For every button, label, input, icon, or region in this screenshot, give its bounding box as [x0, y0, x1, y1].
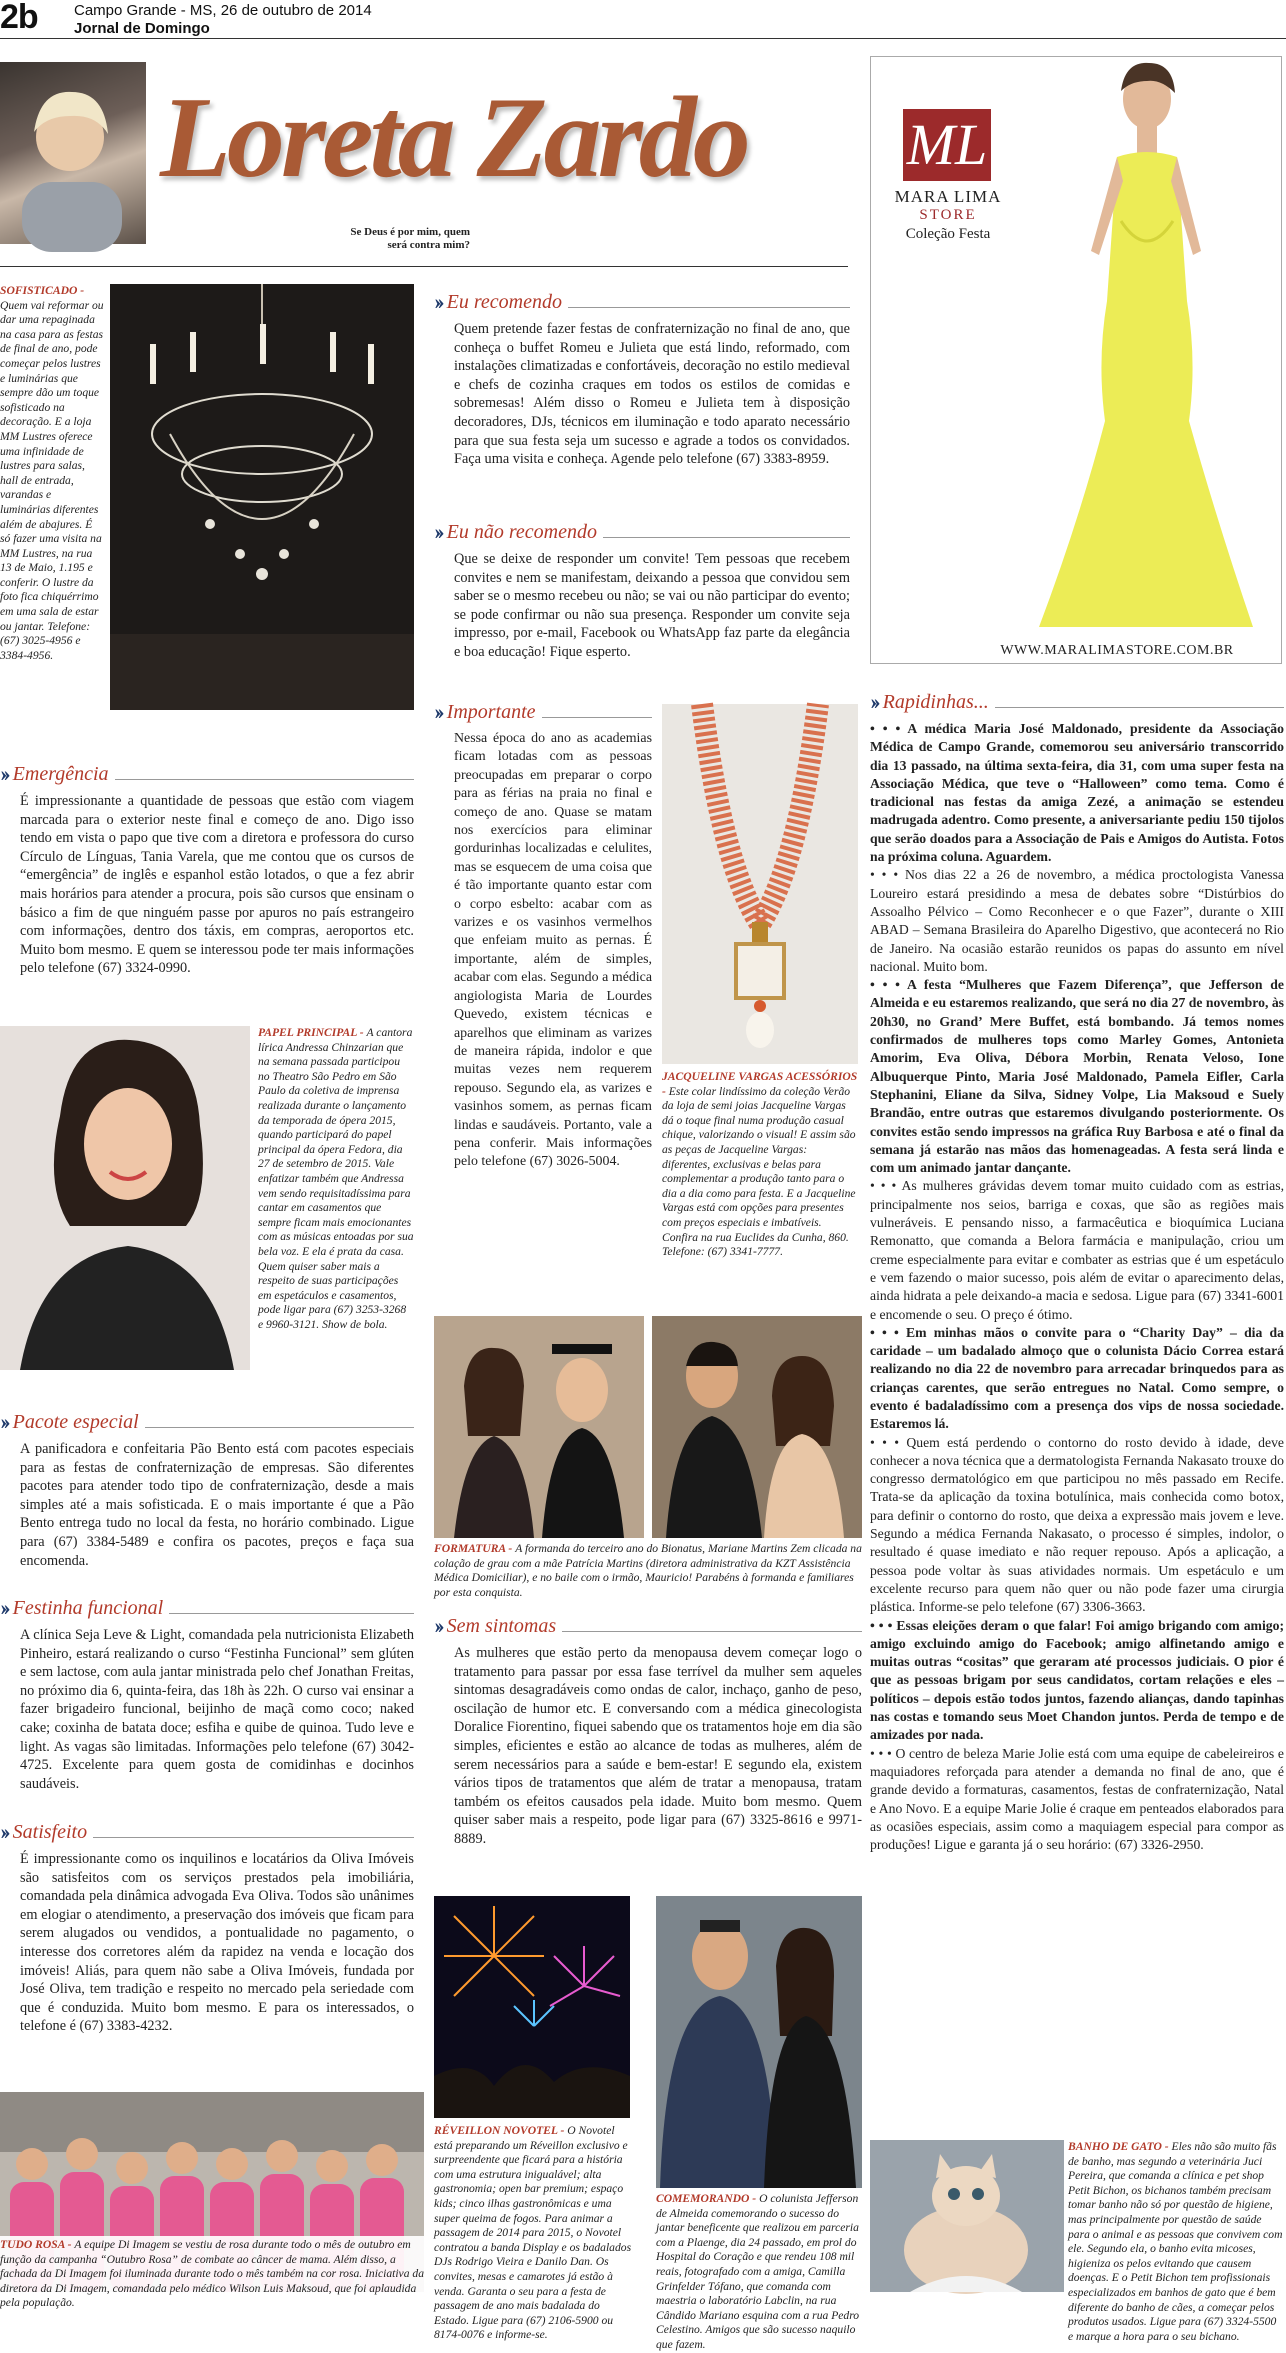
importante-section	[434, 700, 652, 1172]
rapidinhas-body	[870, 720, 1284, 1854]
eu-recomendo-title: ›› Eu recomendo	[434, 290, 850, 314]
columnist-photo	[0, 62, 146, 244]
rapidinhas-item: • • • A festa “Mulheres que Fazem Diferença”, que Jefferson de Almeida e eu estaremos realizando, que será no dia 27 de novembro, às 20h30, no Grand’ Mere Buffet, está bombando. Já temos nomes confirmados de mulheres tops como Marley Gomes, Antonieta Amorim, Eva Oliva, Débora Morbin, Renata Veloso, Ione Albuquerque Pinto, Maria José Maldonado, Pamela Eifler, Carla Stephanini, Eliane da Silva, Sidney Volpe, Lia Maksoud e Suely Brandão, entre outras que estaremos divulgando posteriormente. Os convites estão sendo impressos na gráfica Ruy Barbosa e até o final da semana já estarão nas mãos das homenageadas. A festa será linda e com um animado jantar dançante.	[870, 977, 1284, 1176]
sem-sintomas-text: As mulheres que estão perto da menopausa devem começar logo o tratamento para passar por essa fase terrível da mulher sem aqueles sintomas desagradáveis como ondas de calor, inchaço, ganho de peso, oscilação de humor etc. E conversando com a médica ginecologista Doralice Fiorentino, fiquei sabendo que os tratamentos hoje em dia são simples, eficientes e estão ao alcance de todas as mulheres, além de serem necessários para a saúde e bem-estar! E segundo ela, existem vários tipos de tratamentos que além de tratar a menopausa, tratam também os efeitos causados pela idade. Muito bom mesmo. Quem quiser saber mais a respeito, pode ligar para (67) 3325-8616 e 9971-8889.	[454, 1645, 862, 1847]
column-tagline: Se Deus é por mim, quem será contra mim?	[350, 226, 470, 251]
rapidinhas-item: • • • Em minhas mãos o convite para o “Charity Day” – dia da caridade – um badalado almoço que o colunista Dácio Correa estará realizando no dia 22 de novembro para arrecadar brinquedos para as crianças carentes, que serão entregues no Natal. Como sempre, o evento é badaladíssimo com a presença dos vips de nossa sociedade. Estaremos lá.	[870, 1324, 1284, 1432]
page-number: 2b	[0, 0, 38, 36]
jacqueline-caption: JACQUELINE VARGAS ACESSÓRIOS - Este colar lindíssimo da coleção Verão da loja de semi joias Jacqueline Vargas dá o toque final numa produção casual chique, valorizando o visual! E assim são as peças de Jacqueline Vargas: diferentes, exclusivas e belas para complementar a produção tanto para o dia a dia como para festa. E a Jacqueline Vargas está com opções para presentes com preços especiais e imbatíveis. Confira na rua Euclides da Cunha, 860. Telefone: (67) 3341-7777.	[662, 1070, 858, 1259]
rapidinhas-item: • • • A médica Maria José Maldonado, presidente da Associação Médica de Campo Grande, comemorou seu aniversário transcorrido dia 13 passado, na última sexta-feira, dia 31, com uma super festa na Associação Médica, que teve o “Halloween” como tema. Como é tradicional nas festas da amiga Zezé, a animação se estendeu madrugada adentro. Como presente, a aniversariante pediu 150 tijolos que serão doados para a Associação de Pais e Amigos do Autista. Fotos na próxima coluna. Aguardem.	[870, 721, 1284, 865]
importante-title: ›› Importante	[434, 700, 652, 724]
fireworks-photo	[434, 1896, 630, 2118]
satisfeito-text: É impressionante como os inquilinos e locatários da Oliva Imóveis são satisfeitos com os serviços prestados pela imobiliária, comandada pela dinâmica advogada Eva Oliva. Todos são unânimes em elogiar o atendimento, a preservação dos imóveis que ficam para serem alugados ou vendidos, a pontualidade no pagamento, o interesse dos corretores além da rapidez na venda e locação dos imóveis! Aliás, para quem não sabe a Oliva Imóveis, fundada por José Oliva, tem tradição e respeito no mercado pela seriedade com que é conduzida. Muito bom mesmo. E para os interessados, o telefone é (67) 3383-4232.	[20, 1851, 414, 2035]
ad-brand: MARA LIMA STORE Coleção Festa	[894, 187, 1002, 242]
rapidinhas-item: • • • Nos dias 22 a 26 de novembro, a médica proctologista Vanessa Loureiro estará presidindo a mesa de debates sobre “Distúrbios do Assoalho Pélvico – Como Reconhecer e o que Fazer”, durante o XIII ABAD – Semana Brasileira do Aparelho Digestivo, que acontecerá no Rio de Janeiro. Na ocasião estarão reunidos os papas do assunto em nível nacional. Muito bom.	[870, 867, 1284, 974]
rapidinhas-item: • • • O centro de beleza Marie Jolie está com uma equipe de cabeleireiros e maquiadores reforçada para atender a demanda no final de ano, que é grande devido a formaturas, casamentos, festas de confraternização, Natal e Ano Novo. E a equipe Marie Jolie é craque em penteados elaborados para as ocasiões especiais, assim como a maquiagem especial para compor as produções! Ligue e garanta já o seu horário: (67) 3326-2950.	[870, 1745, 1284, 1853]
rapidinhas-item: • • • Quem está perdendo o contorno do rosto devido à idade, deve conhecer a nova técnica que a dermatologista Fernanda Nakasato trouxe do congresso dermatológico em que participou no mês passado em Recife. Trata-se da aplicação da toxina botulínica, mais conhecida como botox, para definir o contorno do rosto, que deixa a expressão mais jovem e leve. Segundo a médica Fernanda Nakasato, o processo é simples, indolor, o resultado é quase imediato e não requer repouso. Após a aplicação, a pessoa pode voltar às suas atividades normais. Um espetáculo e um excelente recurso para quem não quer ou não pode fazer uma cirurgia plástica. Informe-se pelo telefone (67) 3306-3663.	[870, 1434, 1284, 1615]
singer-photo	[0, 1026, 250, 1370]
graduation-photo-right	[652, 1316, 862, 1538]
graduation-photo-left	[434, 1316, 644, 1538]
emergencia-section	[0, 762, 414, 978]
banho-de-gato-caption: BANHO DE GATO - Eles não são muito fãs de banho, mas segundo a veterinária Juci Pereira, que comanda a clínica e pet shop Petit Bichon, os bichanos também precisam tomar banho não só por questão de higiene, mas principalmente por questão de saúde para o animal e as pessoas que convivem com ele. Segundo ela, o banho evita micoses, higieniza os pelos evitando que causem doenças. E o Petit Bichon tem profissionais especializados em banhos de gato que é bem diferente do banho de cães, a começar pelos produtos usados. Ligue para (67) 3324-5500 e marque a hora para o seu bichano.	[1068, 2140, 1283, 2343]
rapidinhas-section	[870, 690, 1284, 1854]
section-name: Jornal de Domingo	[74, 20, 210, 37]
mara-lima-ad[interactable]	[870, 56, 1282, 664]
reveillon-caption: RÉVEILLON NOVOTEL - O Novotel está preparando um Réveillon exclusivo e surpreendente que ficará para a história com uma estrutura inigualável; alta gastronomia; open bar premium; espaço kids; cinco ilhas gastronômicas e uma super queima de fogos. Para animar a passagem de 2014 para 2015, o Novotel contratou a banda Display e os badalados DJs Rodrigo Vieira e Danilo Dan. Os convites, mesas e camarotes já estão à venda. Garanta o seu para a festa de passagem de ano mais badalada do Estado. Ligue para (67) 2106-5900 ou 8174-0076 e informe-se.	[434, 2124, 632, 2342]
cat-bath-photo	[870, 2140, 1064, 2292]
comemorando-photo	[656, 1896, 862, 2188]
festinha-funcional-title: ›› Festinha funcional	[0, 1596, 414, 1620]
ad-url[interactable]: WWW.MARALIMASTORE.COM.BR	[1000, 643, 1234, 658]
formatura-caption: FORMATURA - A formanda do terceiro ano do Bionatus, Mariane Martins Zem clicada na colação de grau com a mãe Patrícia Martins (diretora administrativa da KZT Assistência Médica Domiciliar), e no baile com o irmão, Mauricio! Parabéns à formanda e familiares por esta conquista.	[434, 1542, 862, 1599]
pacote-especial-section	[0, 1410, 414, 1570]
eu-recomendo-section	[434, 290, 850, 469]
eu-nao-recomendo-section	[434, 520, 850, 662]
satisfeito-section	[0, 1820, 414, 2036]
emergencia-text: É impressionante a quantidade de pessoas que estão com viagem marcada para o exterior neste final e começo de ano. Digo isso tendo em vista o papo que tive com a diretora e professora do curso Círculo de Línguas, Tania Varela, que me contou que os cursos de “emergência” de inglês e espanhol estão lotados, o que a fez abrir mais horários para atender a procura, pois são cursos que ensinam o básico a fim de que ninguém passe por apuros no país estrangeiro com informações, dentro dos táxis, em compras, aeroportos etc. Muito bom mesmo. E quem se interessou pode ter mais informações pelo telefone (67) 3324-0990.	[20, 793, 414, 977]
necklace-photo	[662, 704, 858, 1064]
sem-sintomas-title: ›› Sem sintomas	[434, 1614, 862, 1638]
rapidinhas-title: ›› Rapidinhas...	[870, 690, 1284, 714]
comemorando-caption: COMEMORANDO - O colunista Jefferson de Almeida comemorando o sucesso do jantar beneficente que realizou em parceria com a Plaenge, dia 24 passado, em prol do Hospital do Coração e que rendeu 108 mil reais, fotografado com a amiga, Camilla Grinfelder Tófano, que comanda com maestria o laboratório Labclin, na rua Cândido Mariano esquina com a rua Pedro Celestino. Amigos que são sucesso naquilo que fazem.	[656, 2192, 860, 2351]
chandelier-photo	[110, 284, 414, 710]
ad-model-image	[1021, 61, 1271, 629]
emergencia-title: ›› Emergência	[0, 762, 414, 786]
eu-nao-recomendo-text: Que se deixe de responder um convite! Tem pessoas que recebem convites e nem se manifestam, deixando a pessoa que convidou sem saber se o mesmo recebeu ou não; se vai ou não participar do evento; se pode confirmar ou não sua presença. Responder um convite seja impresso, por e-mail, Facebook ou WhatsApp faz parte da elegância e boa educação! Fique esperto.	[454, 551, 850, 660]
festinha-funcional-text: A clínica Seja Leve & Light, comandada pela nutricionista Elizabeth Pinheiro, estará realizando o curso “Festinha Funcional” sem glúten e sem lactose, com aula jantar ministrada pelo chef Jonathan Freitas, no próximo dia 6, quinta-feira, das 18h às 22h. O curso vai ensinar a fazer brigadeiro funcional, beijinho de maçã como coco; naked cake; coxinha de batata doce; esfiha e quibe de quinoa. Tudo leve e light. As vagas são limitadas. Informações pelo telefone (67) 3042-4725. Excelente para quem gosta de comidinhas e docinhos saudáveis.	[20, 1627, 414, 1792]
sem-sintomas-section	[434, 1614, 862, 1849]
importante-text: Nessa época do ano as academias ficam lotadas com as pessoas preocupadas em preparar o corpo para as férias na praia no final e começo de ano. Quase se matam nos exercícios para eliminar gordurinhas localizadas e celulites, mas se esquecem de uma coisa que é tão importante quanto estar com o corpo esbelto: acabar com as varizes e os vasinhos vermelhos que enfeiam muito as pernas. É importante, além de simples, acabar com elas. Segundo a médica angiologista Maria de Lourdes Quevedo, existem técnicas e aparelhos que eliminam as varizes de maneira rápida, indolor e que muitas vezes nem requerem repouso. Segundo ela, as varizes e vasinhos somem, as pernas ficam lindas e saudáveis. Portanto, vale a pena conferir. Mais informações pelo telefone (67) 3026-5004.	[454, 731, 652, 1170]
location-date: Campo Grande - MS, 26 de outubro de 2014	[74, 2, 372, 19]
ml-monogram: ML	[903, 109, 991, 181]
rapidinhas-item: • • • Essas eleições deram o que falar! Foi amigo brigando com amigo; amigo excluindo amigo do Facebook; amigo alfinetando amigo e muitas outras “cositas” que geraram até processos judiciais. O pior é que as pessoas brigam por seus candidatos, cortam relações e eles – políticos – depois estão todos juntos, fazendo alianças, dando tapinhas nas costas e tomando seus Moet Chandon juntos. Perda de tempo e de amizades por nada.	[870, 1617, 1284, 1743]
sofisticado-caption: SOFISTICADO - Quem vai reformar ou dar uma repaginada na casa para as festas de final de ano, pode começar pelos lustres e luminárias que sempre dão um toque sofisticado na decoração. E a loja MM Lustres oferece uma infinidade de lustres para salas, hall de entrada, varandas e luminárias diferentes além de abajures. É só fazer uma visita na MM Lustres, na rua 13 de Maio, 1.195 e conferir. O lustre da foto fica chiquérrimo em uma sala de estar ou jantar. Telefone: (67) 3025-4956 e 3384-4956.	[0, 284, 104, 662]
pacote-especial-text: A panificadora e confeitaria Pão Bento está com pacotes especiais para as festas de confraternização de empresas. São diferentes pacotes para atender todo tipo de confraternização, desde a mais simples até a mais sofisticada. E o mais importante é que a Pão Bento entrega tudo no local da festa, no horário combinado. Ligue para (67) 3384-5489 e confira os pacotes, preços e faça sua encomenda.	[20, 1441, 414, 1569]
header-rule	[0, 38, 1286, 39]
rapidinhas-item: • • • As mulheres grávidas devem tomar muito cuidado com as estrias, principalmente nos seios, barriga e coxas, que são as regiões mais vulneráveis. E pensando nisso, a farmacêutica e bioquímica Luciana Remonatto, que comanda a Belora farmácia e manipulação, criou um creme especialmente para evitar e combater as estrias que é um espetáculo e vem fazendo o maior sucesso, pois além de evitar o aparecimento delas, ainda hidrata a pele deixando-a macia e sedosa. Ligue para (67) 3341-6001 e encomende o seu. O preço é ótimo.	[870, 1178, 1284, 1322]
papel-principal-caption: PAPEL PRINCIPAL - A cantora lírica Andressa Chinzarian que na semana passada participou no Theatro São Pedro em São Paulo da coletiva de imprensa realizada durante o lançamento da temporada de ópera 2015, quando participará do papel principal da ópera Fedora, dia 27 de setembro de 2015. Vale enfatizar também que Andressa vem sendo requisitadíssima para cantar em casamentos que sempre ficam mais emocionantes com as músicas entoadas por sua bela voz. E ela é prata da casa. Quem quiser saber mais a respeito de suas participações em espetáculos e casamentos, pode ligar para (67) 3253-3268 e 9960-3121. Show de bola.	[258, 1026, 414, 1331]
page-header-info	[74, 2, 372, 38]
column-logo: Loreta Zardo	[160, 74, 747, 202]
pacote-especial-title: ›› Pacote especial	[0, 1410, 414, 1434]
eu-nao-recomendo-title: ›› Eu não recomendo	[434, 520, 850, 544]
eu-recomendo-text: Quem pretende fazer festas de confraternização no final de ano, que conheça o buffet Romeu e Julieta que está lindo, reformado, com instalações climatizadas e confortáveis, decoração no estilo medieval e chefs de cozinha craques em todos os estilos de comidas e sobremesas! Além disso o Romeu e Julieta tem à disposição decoradores, DJs, técnicos em iluminação e todo aparato necessário para que sua festa seja um sucesso e agrade a todos os convidados. Faça uma visita e conheça. Agende pelo telefone (67) 3383-8959.	[454, 321, 850, 468]
tudo-rosa-caption: TUDO ROSA - A equipe Di Imagem se vestiu de rosa durante todo o mês de outubro em função da campanha “Outubro Rosa” de combate ao câncer de mama. Além disso, a fachada da Di Imagem foi iluminada durante todo o mês também na cor rosa. Iniciativa da diretora da Di Imagem, comandada pelo médico Wilson Luis Maksoud, que foi aplaudida pela população.	[0, 2238, 424, 2310]
festinha-funcional-section	[0, 1596, 414, 1793]
satisfeito-title: ›› Satisfeito	[0, 1820, 414, 1844]
masthead-rule	[0, 266, 848, 267]
